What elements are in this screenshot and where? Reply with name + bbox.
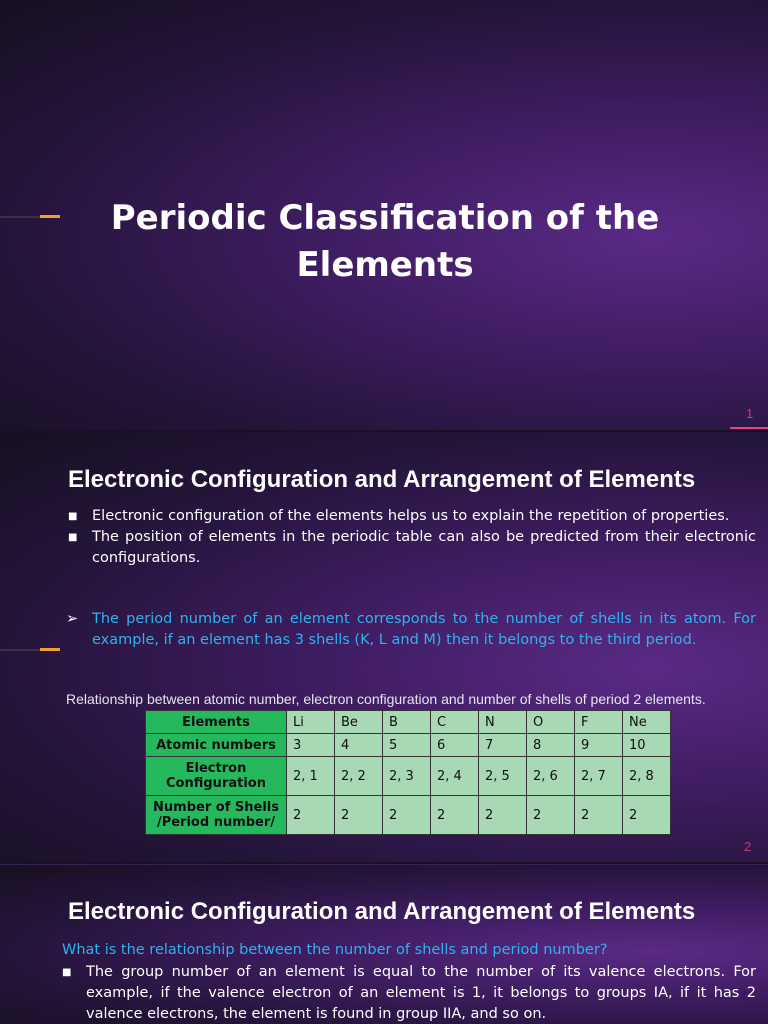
row-header: Atomic numbers — [146, 734, 287, 757]
table-cell: 2 — [431, 796, 479, 835]
accent-line — [0, 216, 40, 218]
square-bullet-icon: ■ — [62, 967, 72, 978]
table-cell: N — [479, 711, 527, 734]
slide-3 — [0, 864, 768, 1024]
highlight-text: The period number of an element corresponds to the number of shells in its atom. For example, if an element has 3 shells (K, L and M) then it belongs to the third period. — [92, 611, 756, 648]
accent-dash — [40, 648, 60, 651]
arrow-bullet-icon: ➢ — [66, 611, 79, 627]
table-cell: 2, 2 — [335, 757, 383, 796]
table-cell: 2, 7 — [575, 757, 623, 796]
table-cell: 2 — [575, 796, 623, 835]
highlight-list — [66, 609, 756, 651]
table-cell: 2, 1 — [287, 757, 335, 796]
bullet-text: The group number of an element is equal to the number of its valence electrons. For example, if the valence electron of an element is 1, it belongs to groups IA, if it has 2 valence electrons, the element is found in group IIA, and so on. — [86, 964, 756, 1022]
table-cell: Ne — [623, 711, 671, 734]
slide-title: Periodic Classification of the Elements — [110, 198, 660, 285]
table-cell: 4 — [335, 734, 383, 757]
table-cell: 7 — [479, 734, 527, 757]
accent-dash — [40, 215, 60, 218]
table-cell: 2 — [623, 796, 671, 835]
list-item — [66, 609, 756, 651]
slide-2 — [0, 432, 768, 862]
question-text: What is the relationship between the number of shells and period number? — [62, 942, 608, 958]
table-cell: 9 — [575, 734, 623, 757]
table-cell: 6 — [431, 734, 479, 757]
table-cell: 10 — [623, 734, 671, 757]
slide-number: 1 — [746, 406, 754, 421]
bullet-text: Electronic configuration of the elements helps us to explain the repetition of properties. — [92, 508, 730, 524]
slide-1 — [0, 0, 768, 430]
bullet-text: The position of elements in the periodic table can also be predicted from their electronic configurations. — [92, 529, 756, 566]
table-cell: 2, 6 — [527, 757, 575, 796]
slide-number: 2 — [744, 839, 752, 854]
list-item — [60, 962, 756, 1024]
table-cell: 2, 3 — [383, 757, 431, 796]
table-cell: 3 — [287, 734, 335, 757]
list-item — [66, 527, 756, 569]
table-cell: 8 — [527, 734, 575, 757]
table-cell: C — [431, 711, 479, 734]
slide-heading: Electronic Configuration and Arrangement of Elements — [68, 898, 696, 925]
table-row — [146, 757, 671, 796]
table-cell: 5 — [383, 734, 431, 757]
table-cell: 2 — [527, 796, 575, 835]
period-table — [145, 710, 671, 835]
bullet-list — [66, 506, 756, 569]
table-cell: 2 — [287, 796, 335, 835]
table-cell: B — [383, 711, 431, 734]
table-cell: O — [527, 711, 575, 734]
table-caption: Relationship between atomic number, electron configuration and number of shells of period 2 elements. — [66, 691, 706, 707]
square-bullet-icon: ■ — [68, 532, 78, 543]
slide-heading: Electronic Configuration and Arrangement of Elements — [68, 466, 696, 493]
row-header: Electron Configuration — [146, 757, 287, 796]
table-row — [146, 796, 671, 835]
list-item — [66, 506, 756, 527]
table-cell: 2 — [335, 796, 383, 835]
table-cell: 2, 4 — [431, 757, 479, 796]
row-header: Elements — [146, 711, 287, 734]
table-row — [146, 711, 671, 734]
bullet-list — [60, 962, 756, 1024]
table-cell: Be — [335, 711, 383, 734]
row-header: Number of Shells /Period number/ — [146, 796, 287, 835]
square-bullet-icon: ■ — [68, 511, 78, 522]
table-cell: F — [575, 711, 623, 734]
divider — [0, 864, 768, 865]
table-row — [146, 734, 671, 757]
table-cell: 2, 5 — [479, 757, 527, 796]
table-cell: 2, 8 — [623, 757, 671, 796]
table-cell: 2 — [383, 796, 431, 835]
table-cell: Li — [287, 711, 335, 734]
accent-pink-line — [730, 427, 768, 429]
table-cell: 2 — [479, 796, 527, 835]
accent-line — [0, 649, 40, 651]
